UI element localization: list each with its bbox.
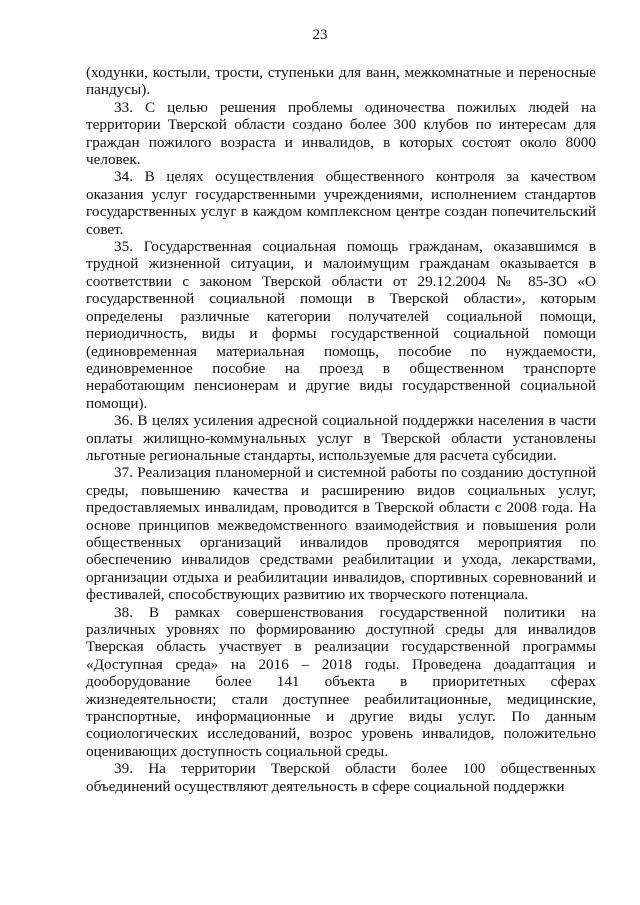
paragraph-37: 37. Реализация планомерной и системной работы по созданию доступной среды, повышению качества и расширению видов социальных услуг, предоставляемых инвалидам, проводится в Тверской области с 2008 года. На основе принципов межведомственного взаимодействия и повышения роли общественных организаций инвалидов проводятся мероприятия по обеспечению инвалидов средствами реабилитации и ухода, лекарствами, организации отдыха и реабилитации инвалидов, спортивных соревнований и фестивалей, способствующих развитию их творческого потенциала.: [86, 464, 596, 604]
paragraph-35: 35. Государственная социальная помощь гражданам, оказавшимся в трудной жизненной ситуации, и малоимущим гражданам оказывается в соответствии с законом Тверской области от 29.12.2004 № 85-ЗО «О государственной социальной помощи в Тверской области», которым определены различные категории получателей социальной помощи, периодичность, виды и формы государственной социальной помощи (единовременная материальная помощь, пособие по нуждаемости, единовременное пособие на проезд в общественном транспорте неработающим пенсионерам и другие виды государственной социальной помощи).: [86, 238, 596, 412]
paragraph-34: 34. В целях осуществления общественного контроля за качеством оказания услуг государственными учреждениями, исполнением стандартов государственных услуг в каждом комплексном центре создан попечительский совет.: [86, 168, 596, 238]
page-number: 23: [312, 27, 328, 43]
paragraph-38: 38. В рамках совершенствования государственной политики на различных уровнях по формированию доступной среды для инвалидов Тверская область участвует в реализации государственной программы «Доступная среда» на 2016 – 2018 годы. Проведена доадаптация и дооборудование более 141 объекта в приоритетных сферах жизнедеятельности; стали доступнее реабилитационные, медицинские, транспортные, информационные и другие виды услуг. По данным социологических исследований, возрос уровень инвалидов, положительно оценивающих доступность социальной среды.: [86, 603, 596, 760]
paragraph-33: 33. С целью решения проблемы одиночества пожилых людей на территории Тверской области создано более 300 клубов по интересам для граждан пожилого возраста и инвалидов, в которых состоят около 8000 человек.: [86, 98, 596, 169]
paragraph-continuation: (ходунки, костыли, трости, ступеньки для ванн, межкомнатные и переносные пандусы).: [86, 64, 596, 99]
paragraph-39: 39. На территории Тверской области более 100 общественных объединений осуществляют деятельность в сфере социальной поддержки: [86, 760, 596, 795]
document-body: [86, 64, 596, 795]
paragraph-36: 36. В целях усиления адресной социальной поддержки населения в части оплаты жилищно-коммунальных услуг в Тверской области установлены льготные региональные стандарты, используемые для расчета субсидии.: [86, 412, 596, 464]
